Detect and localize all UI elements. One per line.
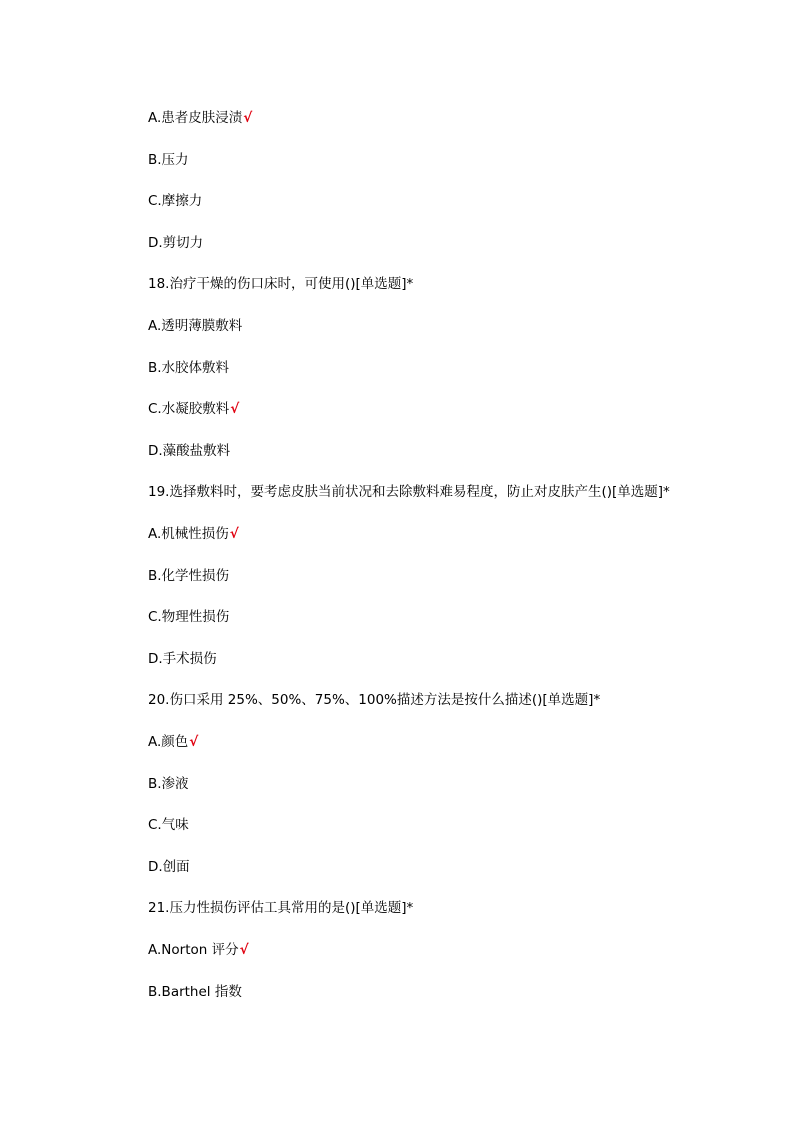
option-line [148,525,239,543]
option-line [148,567,229,585]
option-line [148,109,252,127]
correct-mark-icon: √ [243,110,253,126]
line-text: A.透明薄膜敷料 [148,318,243,334]
line-text: B.Barthel 指数 [148,984,242,1000]
question-text: 19.选择敷料时，要考虑皮肤当前状况和去除敷料难易程度，防止对皮肤产生()[单选题]* [148,484,670,500]
option-line [148,816,189,834]
question-line [148,483,670,501]
line-text: D.剪切力 [148,235,204,251]
question-line [148,899,413,917]
line-text: A.Norton 评分 [148,942,239,958]
option-line [148,775,189,793]
option-line [148,317,242,335]
line-text: A.机械性损伤 [148,526,229,542]
question-text: 20.伤口采用 25%、50%、75%、100%描述方法是按什么描述()[单选题]* [148,692,601,708]
correct-mark-icon: √ [239,942,249,958]
option-line [148,941,249,959]
correct-mark-icon: √ [230,401,240,417]
line-text: C.物理性损伤 [148,609,230,625]
option-line [148,608,229,626]
line-text: B.水胶体敷料 [148,360,230,376]
correct-mark-icon: √ [229,526,239,542]
line-text: C.水凝胶敷料 [148,401,230,417]
option-line [148,442,230,460]
option-line [148,400,239,418]
option-line [148,650,217,668]
question-line [148,275,413,293]
line-text: D.创面 [148,859,190,875]
line-text: B.压力 [148,152,189,168]
line-text: B.渗液 [148,776,189,792]
question-text: 21.压力性损伤评估工具常用的是()[单选题]* [148,900,414,916]
option-line [148,151,189,169]
line-text: C.气味 [148,817,189,833]
option-line [148,733,198,751]
line-text: A.颜色 [148,734,189,750]
line-text: B.化学性损伤 [148,568,230,584]
option-line [148,983,242,1001]
correct-mark-icon: √ [189,734,199,750]
option-line [148,192,202,210]
option-line [148,234,203,252]
line-text: D.藻酸盐敷料 [148,443,231,459]
line-text: D.手术损伤 [148,651,217,667]
option-line [148,359,229,377]
option-line [148,858,190,876]
question-line [148,691,600,709]
line-text: C.摩擦力 [148,193,203,209]
line-text: A.患者皮肤浸渍 [148,110,243,126]
question-text: 18.治疗干燥的伤口床时，可使用()[单选题]* [148,276,414,292]
